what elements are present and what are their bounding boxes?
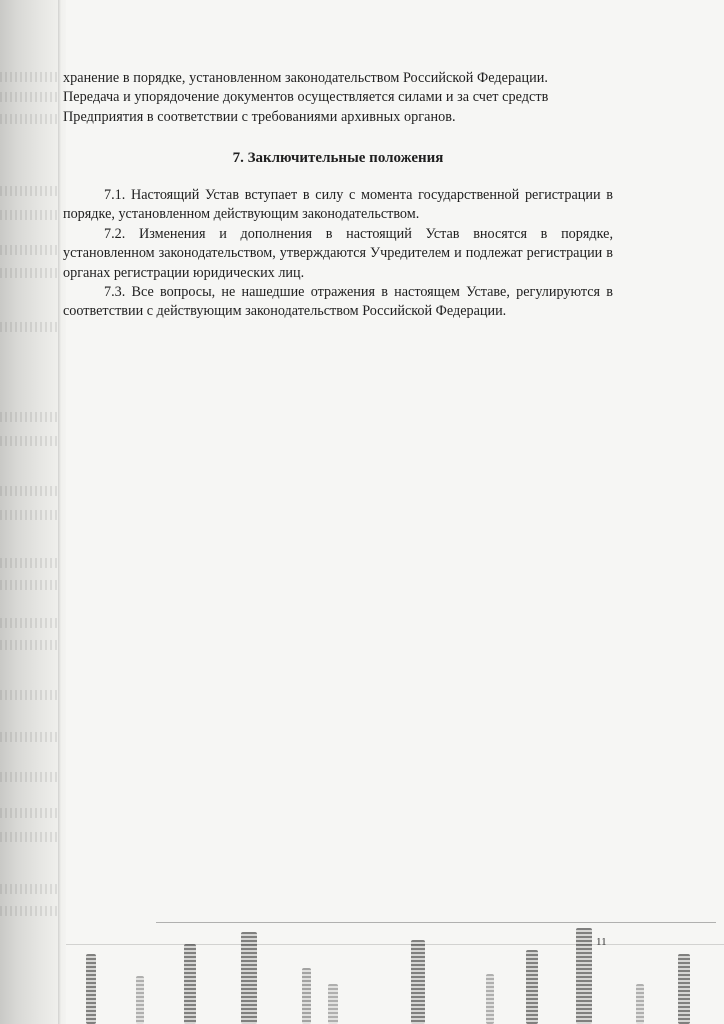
intro-line: Предприятия в соответствии с требованиями архивных органов.: [63, 108, 456, 125]
bleed-through-mark: [0, 772, 58, 782]
bleed-through-mark: [0, 640, 58, 650]
scan-artifact: [241, 932, 257, 1024]
bleed-through-mark: [0, 186, 58, 196]
bleed-through-mark: [0, 510, 58, 520]
bleed-through-mark: [0, 245, 58, 255]
bleed-through-mark: [0, 72, 58, 82]
section-heading: 7. Заключительные положения: [232, 150, 444, 166]
scan-artifact: [302, 968, 311, 1024]
page-edge: [58, 0, 61, 1024]
bleed-through-mark: [0, 322, 58, 332]
intro-line: хранение в порядке, установленном законодательством Российской Федерации.: [63, 70, 549, 86]
scan-artifact: [86, 954, 96, 1024]
scanner-edge-shadow: [0, 0, 66, 1024]
clause-7-2: 7.2. Изменения и дополнения в настоящий Устав вносятся в порядке, установленном законодательством, утверждаются Учредителем и подлежат регистрации в органах регистрации юридических лиц.: [63, 225, 613, 281]
bleed-through-mark: [0, 114, 58, 124]
bleed-through-mark: [0, 92, 58, 102]
scan-line: [156, 922, 716, 923]
bleed-through-mark: [0, 436, 58, 446]
clauses-block: [63, 186, 613, 322]
scan-artifact: [411, 940, 425, 1024]
scan-artifact: [678, 954, 690, 1024]
bleed-through-mark: [0, 732, 58, 742]
clause-7-3: 7.3. Все вопросы, не нашедшие отражения в настоящем Уставе, регулируются в соответствии с действующим законодательством Российской Федерации.: [63, 284, 613, 320]
scan-artifact: [486, 974, 494, 1024]
scan-line: [66, 944, 724, 945]
scan-artifact: [328, 984, 338, 1024]
clause-7-1: 7.1. Настоящий Устав вступает в силу с момента государственной регистрации в порядке, установленном действующим законодательством.: [63, 187, 613, 223]
bleed-through-mark: [0, 690, 58, 700]
bleed-through-mark: [0, 832, 58, 842]
bleed-through-mark: [0, 884, 58, 894]
bleed-through-mark: [0, 580, 58, 590]
bleed-through-mark: [0, 558, 58, 568]
scan-artifact: [576, 928, 592, 1024]
bleed-through-mark: [0, 808, 58, 818]
scan-artifact: [526, 950, 538, 1024]
scan-artifact: [636, 984, 644, 1024]
bleed-through-mark: [0, 210, 58, 220]
scan-artifact: [136, 976, 144, 1024]
bleed-through-mark: [0, 412, 58, 422]
intro-paragraph: [63, 69, 613, 127]
bleed-through-mark: [0, 906, 58, 916]
page-number: 11: [596, 936, 607, 948]
bleed-through-mark: [0, 618, 58, 628]
scan-artifact: [184, 944, 196, 1024]
bleed-through-mark: [0, 268, 58, 278]
bleed-through-mark: [0, 486, 58, 496]
scanner-noise: [66, 920, 724, 1024]
intro-line: Передача и упорядочение документов осуществляется силами и за счет средств: [63, 89, 549, 106]
